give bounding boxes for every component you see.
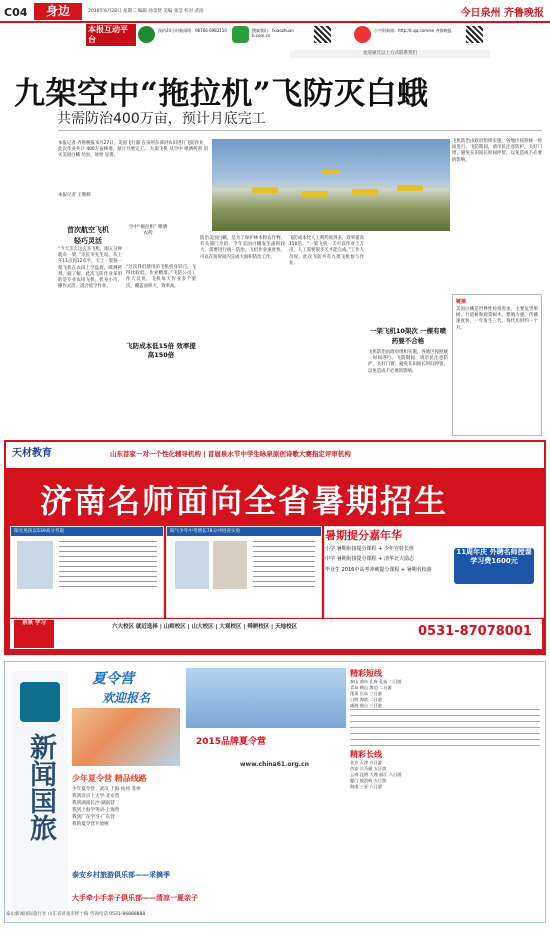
plane-shape [397, 185, 423, 191]
edu-logo: 天材教育 [12, 448, 52, 459]
route-heading-short: 精彩短线 [350, 669, 382, 678]
travel-logo-icon [20, 682, 60, 722]
list-item: 我到湖南长沙·湖南营 [72, 801, 115, 806]
route-line: 云南 昆明 大理 丽江 八日游 [350, 772, 402, 777]
qr-code-icon [314, 26, 331, 43]
travel-footer: 泰山新闻国际旅行社 山东省济南市经十路 咨询电话 0531-86888888 [6, 912, 146, 917]
article-column-3: 防治美国白蛾，是为了保护林木和农作物。有关部门介绍，今年美国白蛾发生面积较大，需要进行统一防治。飞机作业速度快，可以在短时间内完成大面积防治工作。 [200, 236, 285, 260]
route-line: 日照 海滨 二日游 [350, 697, 382, 702]
edu-tagline: 山东首家一对一个性化辅导机构 | 首届泉水节中学生咏泉原创诗歌大赛指定评审机构 [110, 450, 351, 458]
article-column-1: “今天怎么这么多飞机，刚五分钟就有一架。”市民李先生说。从上午11点到12点半，天上一架接一架飞机在农田上空盘旋，喷洒药剂。据了解，此次飞防作业采用的是专业农用飞机，机身小巧、操作灵活，适合低空作业。 [58, 247, 122, 290]
panel-3-item: 小学 暑期衔接提分课程 + 少年宫特长班 [325, 546, 414, 552]
edu-stamp: 泉泉 学习 [14, 620, 54, 648]
date-line: 2016年6月28日 星期二 编辑 孙景贤 美编 张莹 校对 武清 [88, 9, 204, 14]
list-item: 少年夏令营：武汉 上海 杭州 苏州 [72, 787, 141, 792]
side-column [452, 139, 542, 291]
panel-2-title: 阳气少年中考增长78分冲进省实验 [167, 527, 321, 536]
article-column-2: “这次我们使用的飞机机身轻巧，飞得比较低，作业精准。”飞防公司工作人员说，飞机每天作业多个架次，覆盖面积大，效率高。 [126, 265, 196, 289]
promo-badge: 本报互动平台 [86, 24, 136, 46]
weibo-label: 小宇街新闻：http://t.qq.com/en 齐鲁晚报 [374, 28, 452, 33]
plane-shape [302, 191, 328, 197]
wechat-label: 搜索我们：fxiaozhuan b.com.cn [252, 28, 294, 39]
panel-1-title: 阳光男孩以539高分考取 [11, 527, 163, 536]
edu-panel-2 [166, 526, 322, 618]
edu-phone: 0531-87078001 [418, 624, 532, 639]
kids-photo [72, 708, 180, 766]
panel-3-item: 中学 暑期衔接提分课程 + 清华北大励志 [325, 556, 414, 563]
route-line: 青岛 崂山 海边 二日游 [350, 685, 392, 690]
contact-banner: 欢迎通过以上方式联系我们 [290, 50, 490, 58]
summer-camp-title: 夏令营 [92, 671, 134, 687]
link-title: 链接 [456, 299, 467, 305]
hotline: 预约24小时新闻线：96706 6982110 [158, 28, 227, 33]
route-line: 蓬莱 长岛 三日游 [350, 691, 382, 696]
route-line: 厦门 鼓浪屿 五日游 [350, 778, 387, 783]
article-column-5: 飞机防治由政府组织实施，各地区按照统一时间进行。飞防期间，请市民注意防护，关好门窗，避免在田间长时间停留，以免造成不必要的影响。 [368, 350, 448, 374]
side-text: 飞机防治由政府组织实施，各地区按照统一时间进行。飞防期间，请市民注意防护，关好门窗，避免在田间长时间停留，以免造成不必要的影响。 [452, 139, 542, 163]
panel-3-item: 毕业生 2016中高考冲刺提分课程 + 暑期名校游 [325, 566, 432, 573]
travel-vertical-title [12, 733, 68, 851]
travel-vertical-text: 新闻国旅 [25, 733, 56, 841]
divider [58, 130, 542, 131]
student-photo [17, 541, 53, 589]
panel-3-title: 暑期提分嘉年华 [325, 529, 402, 542]
section-heading-1b: 轻巧灵活 [74, 237, 102, 245]
section-heading-2: 飞防成本低15倍 效率提高150倍 [126, 342, 196, 359]
travel-list [72, 786, 342, 828]
byline: 本报记者 王继辉 [58, 193, 91, 198]
list-item: 我到上海学英语·上海营 [72, 808, 120, 813]
travel-banner-image [186, 668, 346, 728]
phone-icon [138, 26, 155, 43]
article-column-4: 飞防成本比人工喷药低得多，效率提高150倍。“一架飞机一天可以作业上万亩，人工需要很多天才能完成。”工作人员说。此次飞防共有九架飞机参与作业。 [289, 236, 364, 266]
student-photo [175, 541, 209, 589]
travel-brand: 2015品牌夏令营 [196, 737, 267, 747]
lead-paragraph: 本报记者 齐鲁晚报 6月27日，美国飞行器 在泉州东部对农田进行飞防作业，此次作业共计 400万亩林地，预计月底完工。 九架飞机 从空中 喷洒药剂 消灭美国白蛾 幼虫，效果 显著。 [58, 141, 208, 159]
summer-camp-subtitle: 欢迎报名 [102, 691, 151, 705]
link-box [452, 294, 542, 436]
route-list [350, 668, 540, 920]
plane-shape [321, 170, 339, 174]
anniversary-badge: 11周年庆 外聘名师授课 学习费1600元 [454, 548, 534, 584]
qr-code-icon-2 [466, 26, 483, 43]
travel-club-1: 泰安乡村旅游俱乐部——采摘季 [72, 871, 170, 879]
weibo-icon [354, 26, 371, 43]
route-line: 海南 三亚 六日游 [350, 784, 382, 789]
travel-festival: 少年夏令营 精品线路 [72, 774, 147, 783]
plane-shape [252, 187, 278, 193]
route-filler [350, 709, 540, 749]
section-heading-1: 首次航空飞机 [67, 226, 109, 234]
edu-address: 六大校区 就近选择 | 山师校区 | 山大校区 | 大观校区 | 舜耕校区 | 天地校区 [112, 624, 298, 630]
section-heading-3: 一架飞机10架次 一棵有喷药要不合格 [369, 327, 447, 345]
paper-logo: 今日泉州 齐鲁晚报 [460, 8, 544, 19]
student-photo [213, 541, 247, 589]
subheadline: 共需防治400万亩，预计月底完工 [57, 111, 266, 127]
article-photo [212, 139, 450, 231]
travel-club-2: 大手牵小手亲子俱乐部——清凉一夏亲子 [72, 894, 198, 902]
route-line: 泰山 曲阜 孔府 孔庙 二日游 [350, 679, 402, 684]
section-tag: 身边 [34, 3, 82, 20]
link-body: 美国白蛾是世界性检疫害虫，主要危害果树、行道树和观赏树木，繁殖力强，传播速度快，一年发生三代，每代历时约一个月。 [456, 307, 538, 331]
list-item: 我到北京上大学·北京营 [72, 794, 120, 799]
edu-panel-1 [10, 526, 164, 618]
route-heading-long: 精彩长线 [350, 750, 382, 759]
list-item: 我的夏令营开始啦 [72, 822, 109, 827]
plane-shape [352, 189, 378, 195]
route-line: 北京 天津 五日游 [350, 760, 382, 765]
route-line: 西安 兵马俑 五日游 [350, 766, 387, 771]
header-rule [0, 21, 550, 23]
wechat-icon [232, 26, 249, 43]
edu-headline: 济南名师面向全省暑期招生 [40, 482, 449, 520]
travel-website: www.china61.org.cn [240, 761, 309, 768]
headline: 九架空中“拖拉机”飞防灭白蛾 [14, 76, 429, 112]
route-line: 威海 烟台 三日游 [350, 703, 382, 708]
panel-text [253, 541, 315, 589]
panel-text [59, 541, 157, 589]
photo-caption: 空中“拖拉机” 喷洒农药 [128, 225, 168, 236]
list-item: 我到广东学习·广东营 [72, 815, 115, 820]
page-number: C04 [4, 6, 28, 19]
